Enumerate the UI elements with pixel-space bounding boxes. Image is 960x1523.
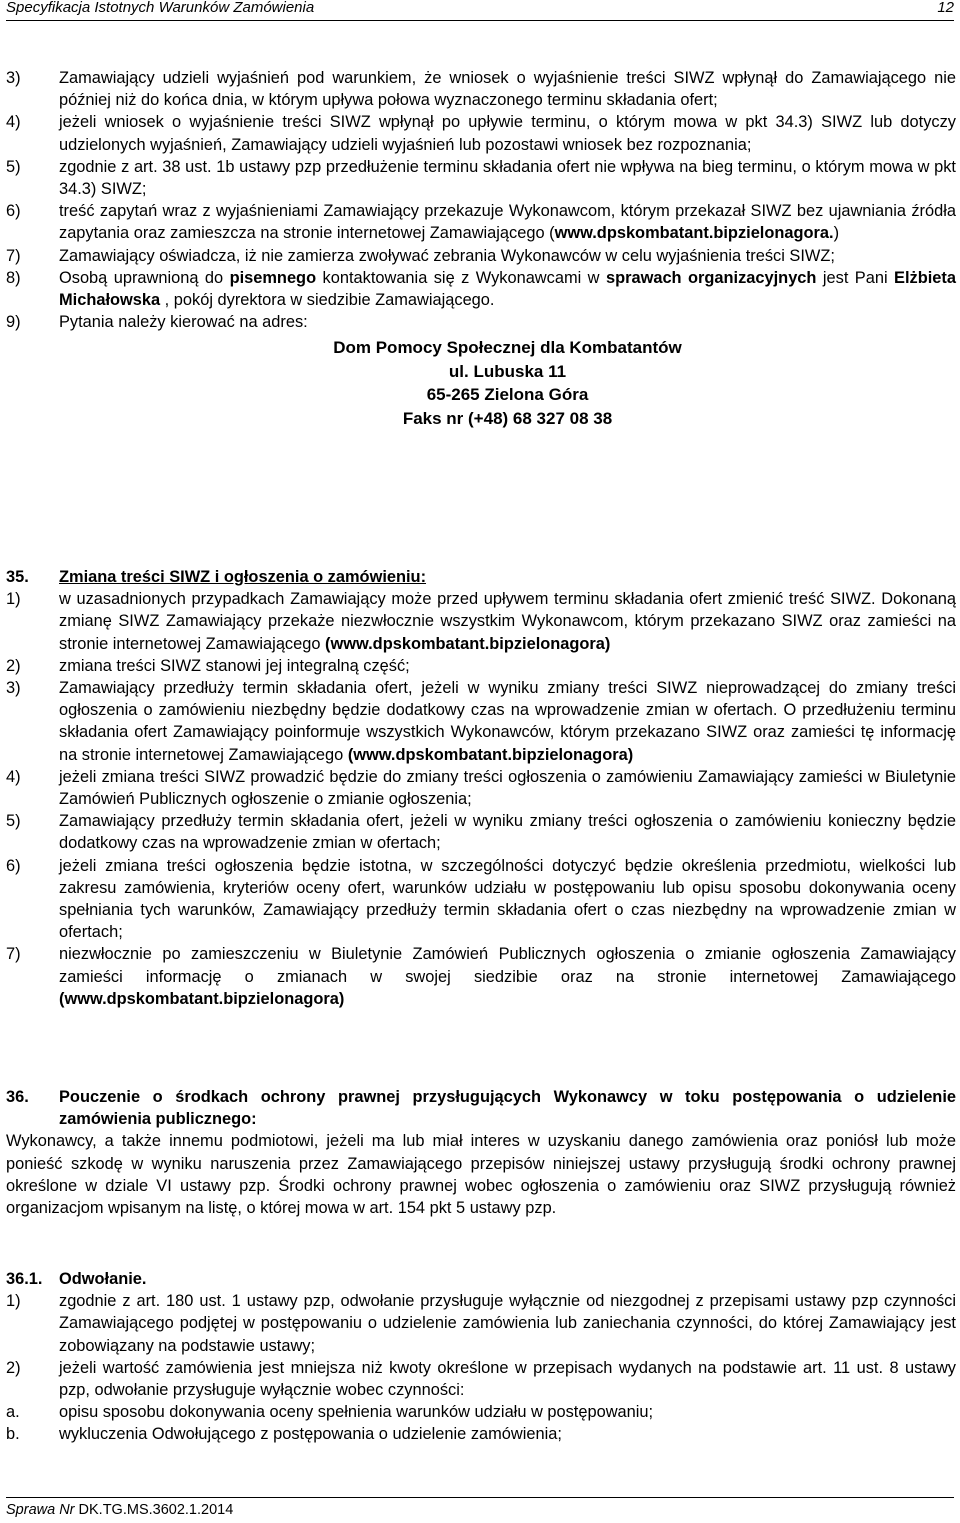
list-item: 5) zgodnie z art. 38 ust. 1b ustawy pzp przedłużenie terminu składania ofert nie wpływa na bieg terminu, o którym mowa w pkt 34.3) SIWZ; [6,157,956,199]
section-36-1 [6,1268,956,1446]
website-link[interactable]: www.dpskombatant.bipzielonagora. [554,224,834,243]
list-item: 9) Pytania należy kierować na adres: [6,313,308,332]
section-heading: 36. Pouczenie o środkach ochrony prawnej przysługujących Wykonawcy w toku postępowania o udzielenie zamówienia publicznego: [6,1088,956,1129]
address-line: 65-265 Zielona Góra [426,385,589,405]
list-item: 5) Zamawiający przedłuży termin składania ofert, jeżeli w wyniku zmiany treści ogłoszenia o zamówieniu konieczny będzie dodatkowy czas na wprowadzenie zmian w ofertach; [6,812,956,853]
list-item: 4) jeżeli wniosek o wyjaśnienie treści SIWZ wpłynął po upływie terminu, o którym mowa w pkt 34.3) SIWZ lub dotyczy udzielonych wyjaśnień, Zamawiający udzieli wyjaśnień lub pozostawi wniosek bez rozpoznania; [6,113,956,154]
page-footer [6,1497,954,1519]
list-item: 1) w uzasadnionych przypadkach Zamawiający może przed upływem terminu składania ofert zmienić treść SIWZ. Dokonaną zmianę SIWZ Zamawiający przekaże niezwłocznie wszystkim Wykonawcom, którym przekazano SIWZ oraz zamieści na stronie internetowej Zamawiającego (www.dpskombatant.bipzielonagora) [6,590,956,653]
case-number: DK.TG.MS.3602.1.2014 [78,1502,234,1518]
address-block [6,336,956,430]
address-line: ul. Lubuska 11 [448,361,567,381]
section-36 [6,1086,956,1219]
website-link[interactable]: (www.dpskombatant.bipzielonagora) [325,634,611,653]
list-item: 6) treść zapytań wraz z wyjaśnieniami Zamawiający przekazuje Wykonawcom, którym przekazał SIWZ bez ujawniania źródła zapytania oraz zamieszcza na stronie internetowej Zamawiającego (www.dpskombatant.bipzielonagora.) [6,202,956,243]
website-link[interactable]: (www.dpskombatant.bipzielonagora) [347,745,634,764]
address-line: Dom Pomocy Społecznej dla Kombatantów [333,338,682,358]
list-item-contact: 8) Osobą uprawnioną do pisemnego kontaktowania się z Wykonawcami w sprawach organizacyjnych jest Pani Elżbieta Michałowska , pokój dyrektora w siedzibie Zamawiającego. [6,268,956,310]
list-item: 6) jeżeli zmiana treści ogłoszenia będzie istotna, w szczególności dotyczyć będzie określenia przedmiotu, wielkości lub zakresu zamówienia, kryteriów oceny ofert, warunków udziału w postępowaniu lub opisu sposobu dokonywania oceny spełniania tych warunków, Zamawiający przedłuży termin składania ofert o czas niezbędny na wprowadzenie zmian w ofertach; [6,856,956,942]
section-heading: 35. Zmiana treści SIWZ i ogłoszenia o zamówieniu: [6,568,427,586]
list-item: 7) niezwłocznie po zamieszczeniu w Biuletynie Zamówień Publicznych ogłoszenia o zmianie ogłoszenia Zamawiający zamieści informację o zmianach w swojej siedzibie oraz na stronie internetowej Zamawiającego (www.dpskombatant.bipzielonagora) [6,945,956,1008]
page-number: 12 [937,0,954,16]
list-item: 2) jeżeli wartość zamówienia jest mniejsza niż kwoty określone w przepisach wydanych na podstawie art. 11 ust. 8 ustawy pzp, odwołanie przysługuje wyłącznie wobec czynności: [6,1358,956,1400]
section-heading: 36.1. Odwołanie. [6,1270,147,1288]
list-item: b. wykluczenia Odwołującego z postępowania o udzielenie zamówienia; [6,1425,562,1444]
list-item: 3) Zamawiający przedłuży termin składania ofert, jeżeli w wyniku zmiany treści SIWZ nieprowadzącej do zmiany treści ogłoszenia o zamówieniu niezbędny będzie dodatkowy czas na wprowadzenie zmian w ofertach. O przedłużeniu terminu składania ofert Zamawiający poinformuje wszystkich Wykonawców, którym przekazano SIWZ oraz zamieści tę informację na stronie internetowej Zamawiającego (www.dpskombatant.bipzielonagora) [6,679,956,764]
website-link[interactable]: (www.dpskombatant.bipzielonagora) [59,989,345,1008]
list-section-34 [6,67,956,430]
list-item: 3) Zamawiający udzieli wyjaśnień pod warunkiem, że wniosek o wyjaśnienie treści SIWZ wpłynął do Zamawiającego nie później niż do końca dnia, w którym upływa połowa wyznaczonego terminu składania ofert; [6,69,956,110]
section-35 [6,566,956,1010]
list-item: 1) zgodnie z art. 180 ust. 1 ustawy pzp, odwołanie przysługuje wyłącznie od niezgodnej z przepisami ustawy pzp czynności Zamawiającego podjętej w postępowaniu o udzielenie zamówienia lub zaniechania czynności, do której Zamawiający jest zobowiązany na podstawie ustawy; [6,1292,956,1355]
fax-number: Faks nr (+48) 68 327 08 38 [402,408,613,428]
list-item: 2) zmiana treści SIWZ stanowi jej integralną część; [6,656,410,675]
page-header [6,0,954,21]
header-title: Specyfikacja Istotnych Warunków Zamówienia [6,0,315,16]
list-item: a. opisu sposobu dokonywania oceny spełnienia warunków udziału w postępowaniu; [6,1403,654,1422]
list-item: 4) jeżeli zmiana treści SIWZ prowadzić będzie do zmiany treści ogłoszenia o zamówieniu Zamawiający zamieści w Biuletynie Zamówień Publicznych ogłoszenie o zmianie ogłoszenia; [6,767,956,809]
list-item: 7) Zamawiający oświadcza, iż nie zamierza zwoływać zebrania Wykonawców w celu wyjaśnienia treści SIWZ; [6,246,835,265]
paragraph: Wykonawcy, a także innemu podmiotowi, jeżeli ma lub miał interes w uzyskaniu danego zamówienia oraz poniósł lub może ponieść szkodę w wyniku naruszenia przez Zamawiającego przepisów niniejszej ustawy przysługują środki ochrony prawnej określone w dziale VI ustawy pzp. Środki ochrony prawnej wobec ogłoszenia o zamówieniu oraz SIWZ przysługują również organizacjom wpisanym na listę, o której mowa w art. 154 pkt 5 ustawy pzp. [6,1132,956,1218]
footer-label: Sprawa Nr [6,1502,75,1518]
contact-person: Elżbieta Michałowska [59,268,956,310]
